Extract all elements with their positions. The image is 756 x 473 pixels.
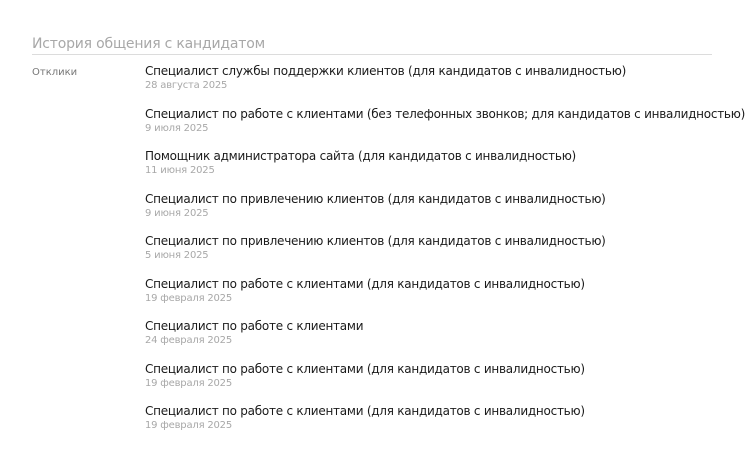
response-title-link[interactable]: Специалист по работе с клиентами (для кандидатов с инвалидностью) bbox=[145, 404, 585, 418]
response-title-link[interactable]: Специалист по работе с клиентами bbox=[145, 319, 364, 333]
response-date: 5 июня 2025 bbox=[145, 250, 209, 261]
response-date: 19 февраля 2025 bbox=[145, 420, 233, 431]
response-title-link[interactable]: Специалист службы поддержки клиентов (для кандидатов с инвалидностью) bbox=[145, 64, 627, 78]
response-item bbox=[145, 319, 756, 362]
response-title-link[interactable]: Специалист по работе с клиентами (для кандидатов с инвалидностью) bbox=[145, 276, 585, 291]
response-title-link[interactable]: Специалист по работе с клиентами (для кандидатов с инвалидностью) bbox=[145, 361, 585, 376]
response-date: 11 июня 2025 bbox=[145, 165, 215, 176]
response-item bbox=[145, 64, 756, 107]
response-item bbox=[145, 277, 756, 320]
response-date: 24 февраля 2025 bbox=[145, 335, 233, 346]
responses-label: Отклики bbox=[32, 67, 78, 78]
response-item bbox=[145, 404, 756, 447]
response-date: 28 августа 2025 bbox=[145, 80, 228, 91]
response-item bbox=[145, 234, 756, 277]
response-date: 19 февраля 2025 bbox=[145, 377, 233, 389]
response-item bbox=[145, 149, 756, 192]
response-title-link[interactable]: Специалист по привлечению клиентов (для кандидатов с инвалидностью) bbox=[145, 234, 606, 248]
response-title-link[interactable]: Специалист по привлечению клиентов (для кандидатов с инвалидностью) bbox=[145, 191, 606, 206]
response-item bbox=[145, 107, 756, 150]
responses-list bbox=[145, 64, 756, 447]
response-title-link[interactable]: Помощник администратора сайта (для кандидатов с инвалидностью) bbox=[145, 149, 576, 163]
response-date: 9 июля 2025 bbox=[145, 122, 209, 134]
response-date: 19 февраля 2025 bbox=[145, 292, 233, 304]
section-title: История общения с кандидатом bbox=[32, 35, 712, 55]
candidate-history-section bbox=[32, 35, 746, 431]
response-date: 9 июня 2025 bbox=[145, 207, 209, 219]
response-item bbox=[145, 192, 756, 235]
response-title-link[interactable]: Специалист по работе с клиентами (без телефонных звонков; для кандидатов с инвалидностью) bbox=[145, 106, 746, 121]
response-item bbox=[145, 362, 756, 405]
